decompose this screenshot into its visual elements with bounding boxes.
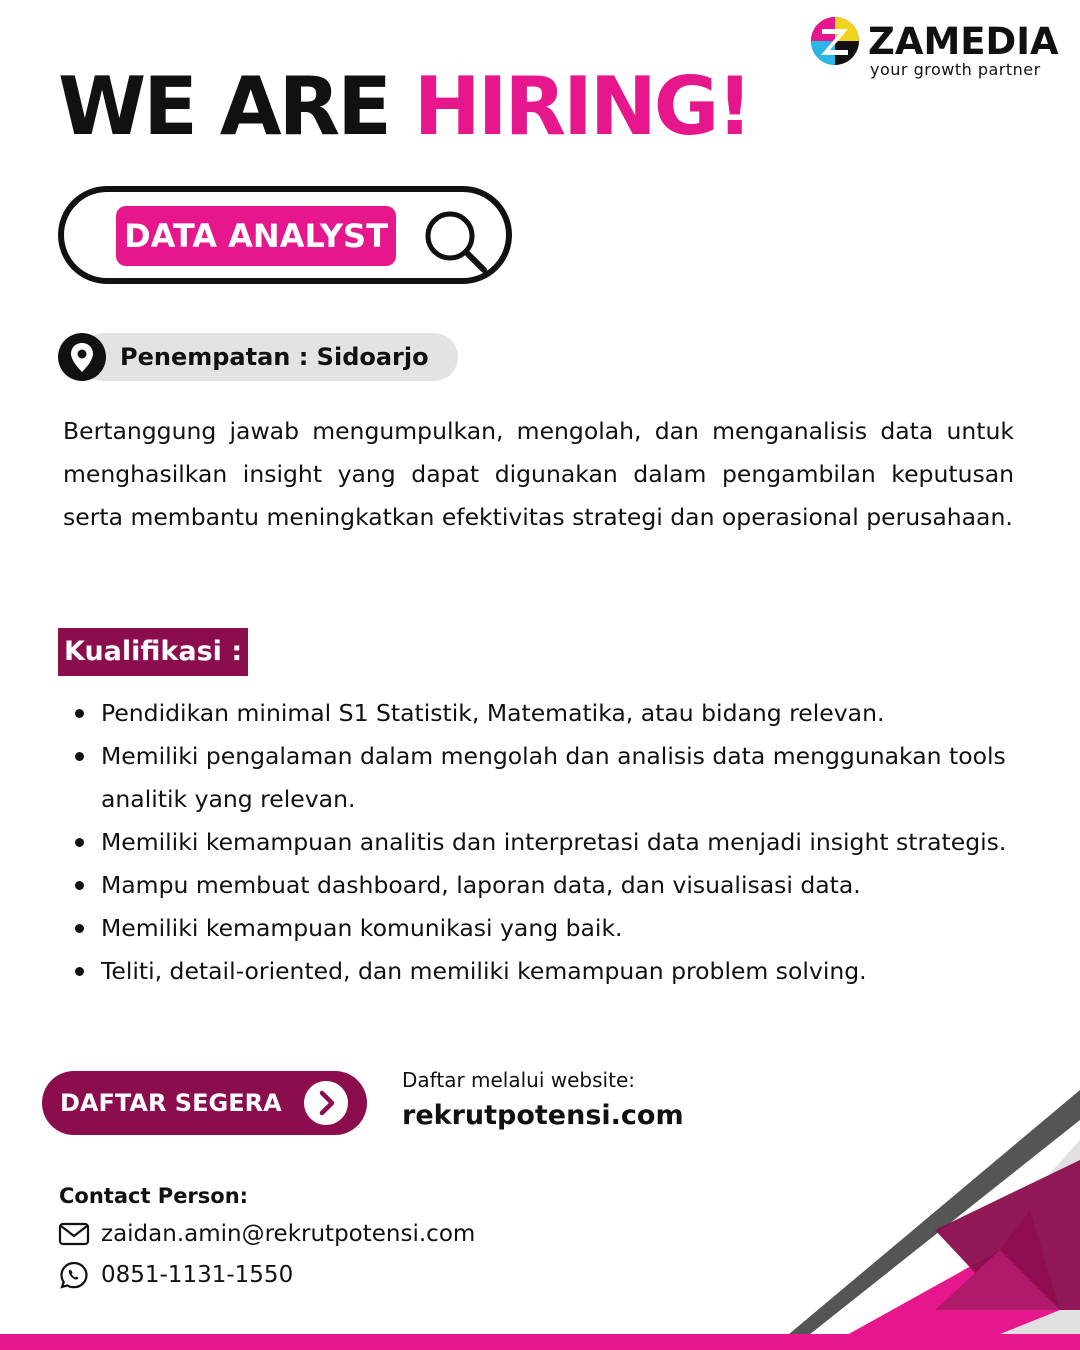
whatsapp-icon	[58, 1261, 90, 1289]
list-item: Mampu membuat dashboard, laporan data, dan visualisasi data.	[72, 864, 1037, 907]
job-description: Bertanggung jawab mengumpulkan, mengolah, dan menganalisis data untuk menghasilkan insight yang dapat digunakan dalam pengambilan keputusan serta membantu meningkatkan efektivitas strategi dan operasional perusahaan.	[63, 417, 1014, 531]
job-search-bar	[58, 186, 512, 284]
magnifier-icon	[422, 208, 488, 274]
brand-name: ZAMEDIA	[868, 20, 1059, 63]
list-item: Teliti, detail-oriented, dan memiliki kemampuan problem solving.	[72, 950, 1037, 993]
headline-part-1: WE ARE	[58, 60, 414, 153]
contact-phone[interactable]: 0851-1131-1550	[101, 1262, 294, 1288]
contact-title: Contact Person:	[59, 1184, 249, 1208]
apply-now-label: DAFTAR SEGERA	[60, 1089, 282, 1117]
list-item: Memiliki kemampuan analitis dan interpretasi data menjadi insight strategis.	[72, 821, 1037, 864]
zamedia-logo-mark	[808, 14, 862, 68]
envelope-icon	[58, 1220, 90, 1248]
brand-tagline: your growth partner	[870, 60, 1041, 79]
chevron-right-icon	[304, 1081, 348, 1125]
job-title-badge: DATA ANALYST	[116, 206, 396, 266]
map-pin-icon	[58, 333, 106, 381]
headline-part-2: HIRING!	[413, 60, 750, 153]
brand-logo	[808, 14, 1070, 80]
website-link[interactable]: rekrutpotensi.com	[402, 1100, 684, 1131]
qualifications-heading: Kualifikasi :	[58, 628, 248, 676]
location-badge	[58, 333, 458, 381]
corner-decoration	[760, 1060, 1080, 1350]
apply-now-button[interactable]	[42, 1071, 367, 1135]
qualifications-list	[72, 692, 1037, 993]
list-item: Pendidikan minimal S1 Statistik, Matematika, atau bidang relevan.	[72, 692, 1037, 735]
page-headline	[58, 62, 750, 152]
list-item: Memiliki pengalaman dalam mengolah dan analisis data menggunakan tools analitik yang relevan.	[72, 735, 1037, 821]
bottom-accent-bar	[0, 1334, 1080, 1350]
list-item: Memiliki kemampuan komunikasi yang baik.	[72, 907, 1037, 950]
location-text: Penempatan : Sidoarjo	[120, 343, 429, 371]
website-note: Daftar melalui website:	[402, 1068, 635, 1092]
contact-email[interactable]: zaidan.amin@rekrutpotensi.com	[101, 1221, 476, 1247]
